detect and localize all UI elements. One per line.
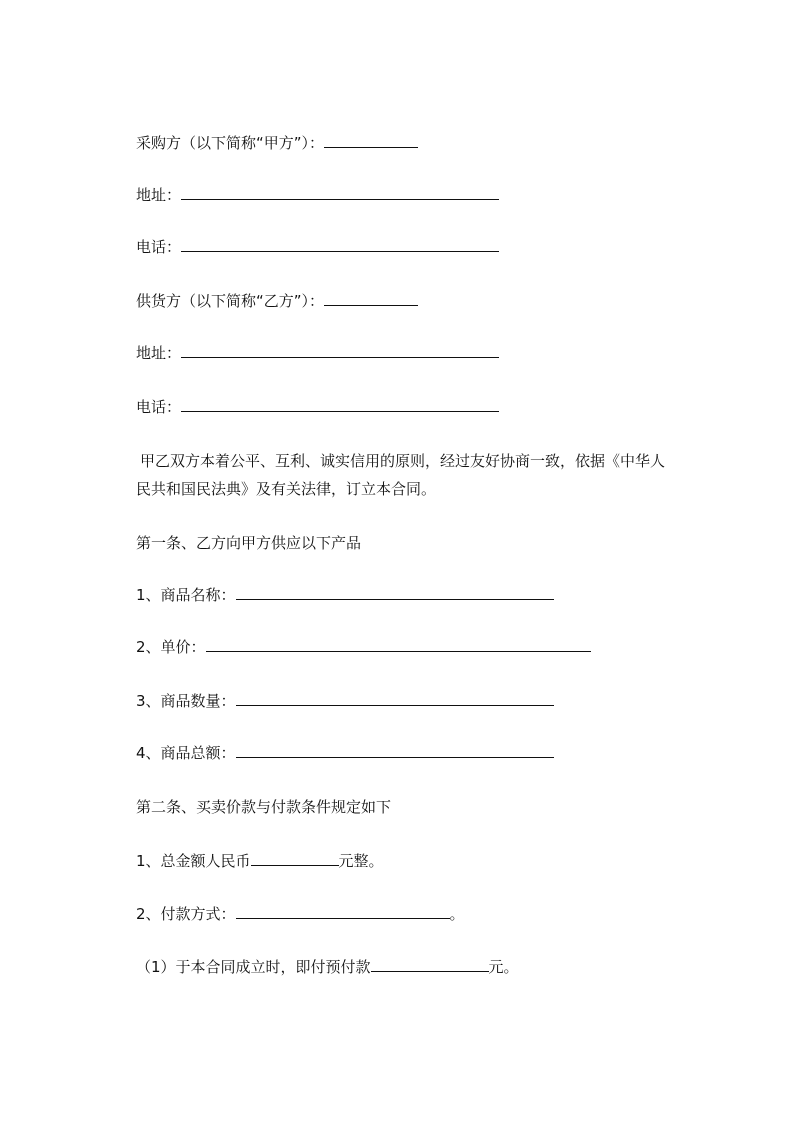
buyer-line: [136, 133, 418, 153]
payment-method-blank: [236, 904, 450, 919]
article1-item2-line: [136, 637, 591, 657]
product-name-label: 1、商品名称：: [136, 586, 236, 604]
total-amount-label: 4、商品总额：: [136, 744, 236, 762]
article2-item1-line: [136, 851, 384, 871]
seller-address-label: 地址：: [136, 344, 182, 362]
quantity-blank: [236, 691, 554, 706]
unit-price-blank: [206, 637, 591, 652]
seller-phone-label: 电话：: [136, 398, 182, 416]
buyer-phone-line: [136, 237, 499, 257]
buyer-address-label: 地址：: [136, 186, 182, 204]
quantity-label: 3、商品数量：: [136, 692, 236, 710]
seller-phone-blank: [181, 397, 499, 412]
article1-item1-line: [136, 585, 554, 605]
seller-line: [136, 291, 418, 311]
article2-title: 第二条、买卖价款与付款条件规定如下: [136, 798, 392, 816]
buyer-phone-label: 电话：: [136, 238, 182, 256]
seller-address-blank: [181, 343, 499, 358]
total-rmb-suffix: 元整。: [338, 852, 384, 870]
seller-phone-line: [136, 397, 499, 417]
buyer-address-blank: [181, 185, 499, 200]
intro-paragraph-line2: 民共和国民法典》及有关法律，订立本合同。: [136, 480, 437, 498]
buyer-name-blank: [324, 133, 418, 148]
seller-name-blank: [324, 291, 418, 306]
total-rmb-label: 1、总金额人民币: [136, 852, 251, 870]
intro-paragraph-line1: 甲乙双方本着公平、互利、诚实信用的原则，经过友好协商一致，依据《中华人: [140, 452, 666, 470]
prepayment-label: （1）于本合同成立时，即付预付款: [136, 958, 371, 976]
total-amount-blank: [236, 743, 554, 758]
seller-label: 供货方（以下简称“乙方”）：: [136, 292, 325, 310]
seller-address-line: [136, 343, 499, 363]
article1-item3-line: [136, 691, 554, 711]
product-name-blank: [236, 585, 554, 600]
payment-method-label: 2、付款方式：: [136, 905, 236, 923]
prepayment-suffix: 元。: [488, 958, 519, 976]
article1-title: 第一条、乙方向甲方供应以下产品: [136, 534, 362, 552]
article2-sub1-line: [136, 957, 519, 977]
total-rmb-blank: [251, 851, 339, 866]
unit-price-label: 2、单价：: [136, 638, 206, 656]
article1-item4-line: [136, 743, 554, 763]
payment-method-suffix: 。: [449, 905, 465, 923]
article2-item2-line: [136, 904, 465, 924]
buyer-phone-blank: [181, 237, 499, 252]
buyer-label: 采购方（以下简称“甲方”）：: [136, 134, 325, 152]
buyer-address-line: [136, 185, 499, 205]
prepayment-blank: [371, 957, 489, 972]
